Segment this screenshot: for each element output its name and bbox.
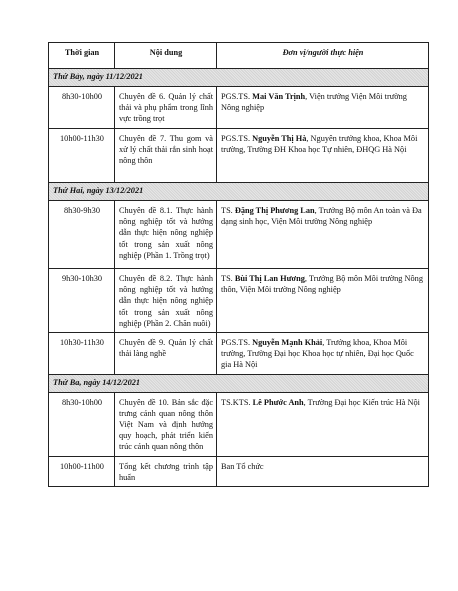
presenter-name: Đặng Thị Phương Lan	[234, 206, 315, 215]
presenter-name: Lê Phước Anh	[252, 397, 304, 407]
content-cell: Chuyên đề 7. Thu gom và xử lý chất thải rắn sinh hoạt nông thôn	[115, 129, 217, 183]
unit-cell	[217, 201, 429, 269]
time-cell: 9h30-10h30	[49, 269, 115, 333]
unit-prefix: Ban Tổ chức	[221, 461, 264, 471]
day-row	[49, 374, 429, 392]
unit-prefix: TS.	[221, 206, 235, 215]
unit-suffix: , Trưởng Bộ môn Môi trường Nông thôn, Viện Môi trường Nông nghiệp	[221, 274, 423, 295]
unit-suffix: , Viện trưởng Viện Môi trường Nông nghiệp	[221, 92, 407, 113]
day-label: Thứ Bảy, ngày 11/12/2021	[49, 69, 429, 87]
unit-cell	[217, 333, 429, 375]
unit-cell	[217, 269, 429, 333]
content-cell: Chuyên đề 8.1. Thực hành nông nghiệp tốt và hướng dẫn thực hiện nông nghiệp tốt trong sản xuất nông nghiệp (Phần 1. Trồng trọt)	[115, 201, 217, 269]
time-cell: 8h30-10h00	[49, 392, 115, 456]
unit-cell	[217, 129, 429, 183]
content-cell: Tổng kết chương trình tập huấn	[115, 456, 217, 486]
content-cell: Chuyên đề 8.2. Thực hành nông nghiệp tốt và hướng dẫn thực hiện nông nghiệp tốt trong sản xuất nông nghiệp (Phần 2. Chăn nuôi)	[115, 269, 217, 333]
header-content: Nội dung	[115, 43, 217, 69]
unit-cell	[217, 456, 429, 486]
presenter-name: Bùi Thị Lan Hương	[234, 274, 305, 283]
time-cell: 10h00-11h30	[49, 129, 115, 183]
unit-suffix: , Trưởng Bộ môn An toàn và Đa dạng sinh học, Viện Môi trường Nông nghiệp	[221, 206, 422, 227]
day-row	[49, 183, 429, 201]
time-cell: 8h30-10h00	[49, 87, 115, 129]
day-row	[49, 69, 429, 87]
content-cell: Chuyên đề 9. Quản lý chất thải làng nghề	[115, 333, 217, 375]
time-cell: 10h00-11h00	[49, 456, 115, 486]
content-cell: Chuyên đề 6. Quản lý chất thải và phụ phẩm trong lĩnh vực trồng trọt	[115, 87, 217, 129]
unit-cell	[217, 87, 429, 129]
table-row	[49, 129, 429, 183]
unit-prefix: TS.KTS.	[221, 397, 253, 407]
day-label: Thứ Hai, ngày 13/12/2021	[49, 183, 429, 201]
time-cell: 10h30-11h30	[49, 333, 115, 375]
table-row	[49, 201, 429, 269]
table-row	[49, 269, 429, 333]
unit-prefix: PGS.TS.	[221, 134, 253, 143]
unit-prefix: PGS.TS.	[221, 92, 253, 101]
header-unit: Đơn vị/người thực hiện	[217, 43, 429, 69]
content-cell: Chuyên đề 10. Bản sắc đặc trưng cảnh quan nông thôn Việt Nam và định hướng quy hoạch, phát triển kiến trúc cảnh quan nông thôn	[115, 392, 217, 456]
time-cell: 8h30-9h30	[49, 201, 115, 269]
unit-prefix: PGS.TS.	[221, 338, 253, 348]
day-label: Thứ Ba, ngày 14/12/2021	[49, 374, 429, 392]
table-row	[49, 333, 429, 375]
schedule-table	[48, 42, 429, 487]
header-time: Thời gian	[49, 43, 115, 69]
presenter-name: Nguyễn Mạnh Khải	[252, 338, 323, 348]
unit-prefix: TS.	[221, 274, 235, 283]
unit-suffix: , Trường Đại học Kiến trúc Hà Nội	[303, 397, 420, 407]
unit-cell	[217, 392, 429, 456]
table-row	[49, 392, 429, 456]
presenter-name: Mai Văn Trịnh	[252, 92, 306, 101]
unit-suffix: , Trưởng khoa, Khoa Môi trường, Trường Đại học Khoa học tự nhiên, Đại học Quốc gia Hà Nội	[221, 338, 414, 370]
table-header-row	[49, 43, 429, 69]
table-row	[49, 87, 429, 129]
presenter-name: Nguyễn Thị Hà	[252, 134, 307, 143]
table-row	[49, 456, 429, 486]
unit-suffix: , Nguyên trưởng khoa, Khoa Môi trường, Trường ĐH Khoa học Tự nhiên, ĐHQG Hà Nội	[221, 134, 418, 155]
